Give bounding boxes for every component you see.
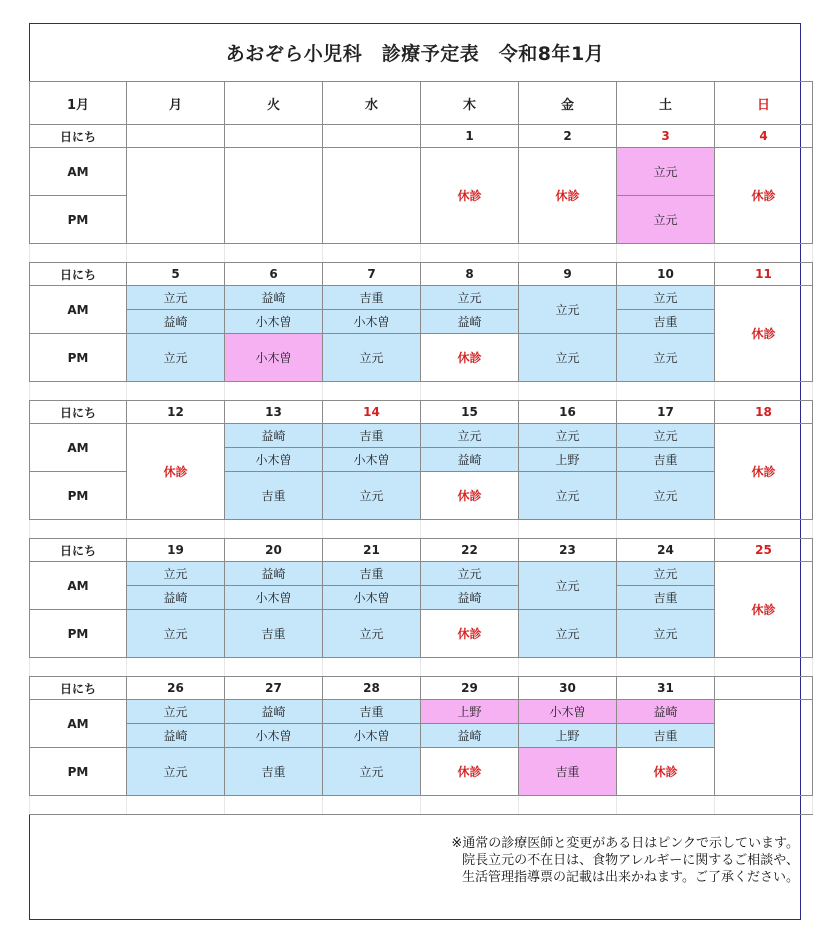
schedule-cell: 吉重 (617, 310, 715, 334)
date-row (30, 539, 813, 562)
schedule-cell: 小木曽 (519, 700, 617, 724)
date-row (30, 401, 813, 424)
footer-line: 生活管理指導票の記載は出来かねます。ご了承ください。 (462, 870, 799, 885)
schedule-cell: 小木曽 (323, 448, 421, 472)
spacer-row (30, 382, 813, 401)
schedule-cell (225, 148, 323, 244)
am-label: AM (30, 148, 127, 196)
date-cell (323, 125, 421, 148)
schedule-cell: 益崎 (225, 424, 323, 448)
schedule-cell: 益崎 (127, 586, 225, 610)
date-cell: 10 (617, 263, 715, 286)
closed-cell: 休診 (421, 148, 519, 244)
schedule-cell: 立元 (617, 286, 715, 310)
closed-cell: 休診 (421, 610, 519, 658)
closed-cell: 休診 (715, 148, 813, 244)
schedule-cell: 立元 (127, 610, 225, 658)
date-cell: 4 (715, 125, 813, 148)
closed-cell: 休診 (421, 472, 519, 520)
schedule-cell: 益崎 (127, 724, 225, 748)
date-row (30, 263, 813, 286)
schedule-cell: 立元 (617, 334, 715, 382)
closed-cell: 休診 (715, 424, 813, 520)
am-row-2 (30, 310, 813, 334)
date-row (30, 677, 813, 700)
date-cell: 14 (323, 401, 421, 424)
schedule-cell: 吉重 (323, 424, 421, 448)
am-label: AM (30, 700, 127, 748)
schedule-cell: 上野 (519, 448, 617, 472)
date-cell: 25 (715, 539, 813, 562)
schedule-cell: 小木曽 (225, 724, 323, 748)
date-cell: 26 (127, 677, 225, 700)
date-label: 日にち (30, 401, 127, 424)
schedule-cell: 立元 (127, 748, 225, 796)
am-label: AM (30, 562, 127, 610)
date-cell (225, 125, 323, 148)
schedule-cell: 吉重 (323, 700, 421, 724)
empty-cell (715, 700, 813, 796)
schedule-cell: 小木曽 (323, 724, 421, 748)
day-header-tue: 火 (225, 82, 323, 125)
schedule-cell: 吉重 (323, 286, 421, 310)
schedule-cell: 吉重 (225, 748, 323, 796)
date-cell: 22 (421, 539, 519, 562)
schedule-cell: 小木曽 (323, 586, 421, 610)
date-cell: 2 (519, 125, 617, 148)
footer-line: 院長立元の不在日は、食物アレルギーに関するご相談や、 (462, 853, 799, 868)
schedule-cell: 小木曽 (225, 334, 323, 382)
schedule-cell: 立元 (617, 610, 715, 658)
am-row (30, 562, 813, 586)
date-cell: 13 (225, 401, 323, 424)
schedule-cell: 益崎 (225, 700, 323, 724)
date-cell: 31 (617, 677, 715, 700)
schedule-cell: 立元 (519, 286, 617, 334)
am-label: AM (30, 286, 127, 334)
date-cell: 5 (127, 263, 225, 286)
schedule-cell: 益崎 (127, 310, 225, 334)
schedule-cell: 吉重 (225, 472, 323, 520)
am-row (30, 148, 813, 196)
schedule-cell: 立元 (323, 472, 421, 520)
date-cell: 21 (323, 539, 421, 562)
date-row (30, 125, 813, 148)
date-cell: 7 (323, 263, 421, 286)
date-cell (715, 677, 813, 700)
schedule-cell: 上野 (421, 700, 519, 724)
spacer-row (30, 796, 813, 815)
schedule-cell: 吉重 (617, 448, 715, 472)
schedule-cell: 小木曽 (225, 586, 323, 610)
date-cell: 16 (519, 401, 617, 424)
date-cell: 3 (617, 125, 715, 148)
am-row (30, 424, 813, 448)
schedule-cell: 吉重 (323, 562, 421, 586)
closed-cell: 休診 (127, 424, 225, 520)
schedule-cell: 立元 (421, 562, 519, 586)
schedule-cell: 立元 (323, 610, 421, 658)
date-cell: 9 (519, 263, 617, 286)
date-label: 日にち (30, 125, 127, 148)
am-row-2 (30, 586, 813, 610)
schedule-cell: 立元 (323, 334, 421, 382)
day-header-sun: 日 (715, 82, 813, 125)
schedule-cell: 益崎 (421, 586, 519, 610)
schedule-cell: 立元 (617, 196, 715, 244)
am-row (30, 286, 813, 310)
schedule-cell (323, 148, 421, 244)
schedule-cell: 小木曽 (225, 448, 323, 472)
pm-row (30, 748, 813, 796)
schedule-cell: 上野 (519, 724, 617, 748)
date-cell: 28 (323, 677, 421, 700)
day-header-mon: 月 (127, 82, 225, 125)
schedule-cell: 立元 (127, 334, 225, 382)
pm-label: PM (30, 610, 127, 658)
am-row (30, 700, 813, 724)
pm-label: PM (30, 334, 127, 382)
schedule-cell: 益崎 (617, 700, 715, 724)
date-label: 日にち (30, 539, 127, 562)
spacer-row (30, 658, 813, 677)
pm-row (30, 334, 813, 382)
schedule-cell: 立元 (519, 562, 617, 610)
schedule-cell: 立元 (127, 700, 225, 724)
schedule-cell: 吉重 (617, 724, 715, 748)
date-cell: 30 (519, 677, 617, 700)
date-cell: 1 (421, 125, 519, 148)
schedule-cell: 立元 (519, 424, 617, 448)
schedule-cell: 立元 (519, 472, 617, 520)
closed-cell: 休診 (715, 286, 813, 382)
schedule-cell: 立元 (617, 562, 715, 586)
am-label: AM (30, 424, 127, 472)
schedule-cell: 立元 (519, 334, 617, 382)
closed-cell: 休診 (421, 334, 519, 382)
day-header-fri: 金 (519, 82, 617, 125)
page-title: あおぞら小児科 診療予定表 令和8年1月 (225, 42, 605, 65)
schedule-cell: 益崎 (225, 562, 323, 586)
closed-cell: 休診 (715, 562, 813, 658)
date-cell (127, 125, 225, 148)
date-label: 日にち (30, 263, 127, 286)
date-cell: 8 (421, 263, 519, 286)
date-cell: 24 (617, 539, 715, 562)
schedule-cell: 益崎 (421, 448, 519, 472)
date-cell: 18 (715, 401, 813, 424)
schedule-cell: 立元 (519, 610, 617, 658)
spacer-row (30, 244, 813, 263)
date-cell: 19 (127, 539, 225, 562)
pm-label: PM (30, 472, 127, 520)
date-cell: 15 (421, 401, 519, 424)
schedule-cell: 小木曽 (323, 310, 421, 334)
day-header-wed: 水 (323, 82, 421, 125)
schedule-cell: 吉重 (617, 586, 715, 610)
schedule-cell: 立元 (617, 472, 715, 520)
closed-cell: 休診 (519, 148, 617, 244)
date-cell: 12 (127, 401, 225, 424)
schedule-cell: 立元 (421, 286, 519, 310)
date-label: 日にち (30, 677, 127, 700)
schedule-cell: 益崎 (421, 310, 519, 334)
spacer-row (30, 520, 813, 539)
footer-note (451, 835, 799, 886)
schedule-cell: 小木曽 (225, 310, 323, 334)
schedule-cell: 吉重 (225, 610, 323, 658)
schedule-cell: 益崎 (421, 724, 519, 748)
schedule-cell: 立元 (617, 424, 715, 448)
date-cell: 6 (225, 263, 323, 286)
date-cell: 17 (617, 401, 715, 424)
header-row (30, 82, 813, 125)
schedule-cell (127, 148, 225, 244)
schedule-cell: 立元 (127, 562, 225, 586)
schedule-table (29, 81, 813, 815)
day-header-thu: 木 (421, 82, 519, 125)
footer-line: ※通常の診療医師と変更がある日はピンクで示しています。 (451, 836, 799, 851)
schedule-cell: 立元 (127, 286, 225, 310)
date-cell: 20 (225, 539, 323, 562)
am-row-2 (30, 724, 813, 748)
closed-cell: 休診 (421, 748, 519, 796)
date-cell: 23 (519, 539, 617, 562)
schedule-cell: 吉重 (519, 748, 617, 796)
pm-row (30, 610, 813, 658)
date-cell: 27 (225, 677, 323, 700)
schedule-cell: 立元 (421, 424, 519, 448)
schedule-cell: 立元 (323, 748, 421, 796)
closed-cell: 休診 (617, 748, 715, 796)
date-cell: 11 (715, 263, 813, 286)
month-header: 1月 (30, 82, 127, 125)
date-cell: 29 (421, 677, 519, 700)
pm-label: PM (30, 196, 127, 244)
day-header-sat: 土 (617, 82, 715, 125)
pm-label: PM (30, 748, 127, 796)
schedule-cell: 立元 (617, 148, 715, 196)
schedule-cell: 益崎 (225, 286, 323, 310)
